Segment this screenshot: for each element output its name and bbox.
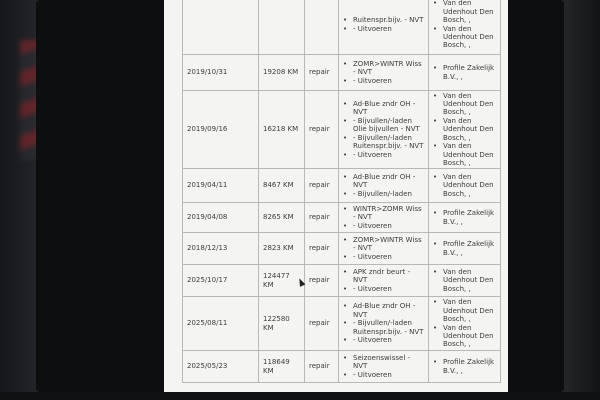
cell-date: 2025/10/17 bbox=[183, 265, 259, 297]
description-item: • - Bijvullen/-laden Ruitenspr.bijv. - NVT bbox=[343, 319, 424, 336]
table-row bbox=[183, 0, 501, 55]
cell-date bbox=[183, 0, 259, 55]
description-item: • ZOMR>WINTR Wiss - NVT bbox=[343, 236, 424, 253]
description-item: • - Uitvoeren bbox=[343, 336, 424, 344]
cell-mileage: 8265 KM bbox=[259, 203, 305, 233]
table-row bbox=[183, 233, 501, 265]
description-item: • Seizoenswissel - NVT bbox=[343, 354, 424, 371]
cell-description bbox=[339, 265, 429, 297]
cell-location bbox=[429, 297, 501, 351]
description-list bbox=[343, 16, 424, 33]
location-item: • Van den Udenhout Den Bosch, , bbox=[433, 92, 496, 117]
cell-mileage: 2823 KM bbox=[259, 233, 305, 265]
cell-mileage: 122580 KM bbox=[259, 297, 305, 351]
table-row bbox=[183, 169, 501, 203]
cell-date: 2019/10/31 bbox=[183, 55, 259, 91]
location-list bbox=[433, 92, 496, 168]
description-list bbox=[343, 100, 424, 159]
description-item: • WINTR>ZOMR Wiss - NVT bbox=[343, 205, 424, 222]
location-list bbox=[433, 0, 496, 50]
table-row bbox=[183, 265, 501, 297]
description-item: • APK zndr beurt - NVT bbox=[343, 268, 424, 285]
cell-date: 2019/04/11 bbox=[183, 169, 259, 203]
description-list bbox=[343, 173, 424, 198]
cell-date: 2025/05/23 bbox=[183, 351, 259, 383]
description-item: • - Bijvullen/-laden Ruitenspr.bijv. - NVT bbox=[343, 134, 424, 151]
description-item: • Ad-Blue zndr OH - NVT bbox=[343, 302, 424, 319]
cell-date: 2019/09/16 bbox=[183, 91, 259, 169]
description-item: • - Bijvullen/-laden Olie bijvullen - NVT bbox=[343, 117, 424, 134]
cell-date: 2019/04/08 bbox=[183, 203, 259, 233]
cell-description bbox=[339, 203, 429, 233]
location-list bbox=[433, 358, 496, 375]
description-item: • Ruitenspr.bijv. - NVT bbox=[343, 16, 424, 24]
cell-mileage: 8467 KM bbox=[259, 169, 305, 203]
cell-location bbox=[429, 265, 501, 297]
description-item: • ZOMR>WINTR Wiss - NVT bbox=[343, 60, 424, 77]
cell-mileage bbox=[259, 0, 305, 55]
cell-description bbox=[339, 0, 429, 55]
description-list bbox=[343, 268, 424, 293]
cell-type: repair bbox=[305, 91, 339, 169]
description-item: • Ad-Blue zndr OH - NVT bbox=[343, 100, 424, 117]
location-list bbox=[433, 173, 496, 198]
cell-location bbox=[429, 203, 501, 233]
location-item: • Profile Zakelijk B.V., , bbox=[433, 209, 496, 226]
cell-description bbox=[339, 233, 429, 265]
cell-type: repair bbox=[305, 55, 339, 91]
location-item: • Profile Zakelijk B.V., , bbox=[433, 64, 496, 81]
description-item: • - Uitvoeren bbox=[343, 285, 424, 293]
location-list bbox=[433, 240, 496, 257]
cell-mileage: 19208 KM bbox=[259, 55, 305, 91]
description-list bbox=[343, 205, 424, 230]
cell-type: repair bbox=[305, 169, 339, 203]
cell-type: repair bbox=[305, 203, 339, 233]
cell-type: repair bbox=[305, 297, 339, 351]
location-item: • Van den Udenhout Den Bosch, , bbox=[433, 268, 496, 293]
description-item: • - Uitvoeren bbox=[343, 253, 424, 261]
cell-mileage: 124477 KM bbox=[259, 265, 305, 297]
description-list bbox=[343, 236, 424, 261]
location-item: • Van den Udenhout Den Bosch, , bbox=[433, 0, 496, 25]
location-list bbox=[433, 298, 496, 348]
description-item: • - Uitvoeren bbox=[343, 25, 424, 33]
cell-location bbox=[429, 55, 501, 91]
description-list bbox=[343, 302, 424, 344]
cell-description bbox=[339, 169, 429, 203]
description-list bbox=[343, 60, 424, 85]
cell-type bbox=[305, 0, 339, 55]
location-list bbox=[433, 268, 496, 293]
cell-type: repair bbox=[305, 351, 339, 383]
service-history-body bbox=[183, 0, 501, 383]
monitor-bottom-edge bbox=[0, 392, 600, 400]
monitor-frame bbox=[36, 0, 564, 392]
table-row bbox=[183, 351, 501, 383]
cell-location bbox=[429, 233, 501, 265]
location-item: • Van den Udenhout Den Bosch, , bbox=[433, 25, 496, 50]
cell-description bbox=[339, 55, 429, 91]
table-row bbox=[183, 297, 501, 351]
cell-date: 2025/08/11 bbox=[183, 297, 259, 351]
location-item: • Van den Udenhout Den Bosch, , bbox=[433, 117, 496, 142]
location-item: • Profile Zakelijk B.V., , bbox=[433, 240, 496, 257]
location-item: • Van den Udenhout Den Bosch, , bbox=[433, 298, 496, 323]
cell-mileage: 16218 KM bbox=[259, 91, 305, 169]
cell-description bbox=[339, 297, 429, 351]
cell-type: repair bbox=[305, 233, 339, 265]
description-item: • - Uitvoeren bbox=[343, 371, 424, 379]
table-row bbox=[183, 91, 501, 169]
document-screen bbox=[164, 0, 508, 392]
cell-date: 2018/12/13 bbox=[183, 233, 259, 265]
cell-mileage: 118649 KM bbox=[259, 351, 305, 383]
cell-description bbox=[339, 351, 429, 383]
description-item: • - Uitvoeren bbox=[343, 222, 424, 230]
table-row bbox=[183, 203, 501, 233]
description-list bbox=[343, 354, 424, 379]
table-row bbox=[183, 55, 501, 91]
cell-type: repair bbox=[305, 265, 339, 297]
description-item: • - Uitvoeren bbox=[343, 151, 424, 159]
cell-location bbox=[429, 351, 501, 383]
service-history-table bbox=[182, 0, 501, 383]
location-item: • Profile Zakelijk B.V., , bbox=[433, 358, 496, 375]
description-item: • - Uitvoeren bbox=[343, 77, 424, 85]
location-list bbox=[433, 209, 496, 226]
location-item: • Van den Udenhout Den Bosch, , bbox=[433, 324, 496, 349]
location-list bbox=[433, 64, 496, 81]
cell-location bbox=[429, 0, 501, 55]
location-item: • Van den Udenhout Den Bosch, , bbox=[433, 173, 496, 198]
description-item: • - Bijvullen/-laden bbox=[343, 190, 424, 198]
cell-location bbox=[429, 169, 501, 203]
cell-description bbox=[339, 91, 429, 169]
location-item: • Van den Udenhout Den Bosch, , bbox=[433, 142, 496, 167]
description-item: • Ad-Blue zndr OH - NVT bbox=[343, 173, 424, 190]
cell-location bbox=[429, 91, 501, 169]
